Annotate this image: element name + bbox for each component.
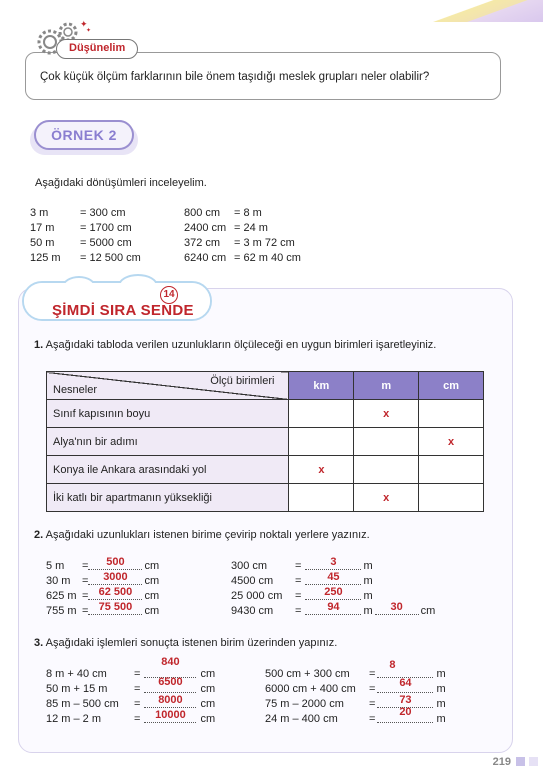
example-right-list <box>184 206 301 266</box>
q1-text: 1. Aşağıdaki tabloda verilen uzunlukların ölçüleceği en uygun birimleri işaretleyiniz. <box>34 339 437 351</box>
section-number-badge: 14 <box>160 286 178 304</box>
answer: 3000 <box>103 571 128 583</box>
example-row: 3 m = 300 cm <box>30 207 126 219</box>
page-number: 219 <box>492 756 511 768</box>
answer: 62 500 <box>98 586 133 598</box>
object-name: İki katlı bir apartmanın yüksekliği <box>47 484 289 512</box>
example-row: 50 m = 5000 cm <box>30 237 132 249</box>
q3-item: 8 m + 40 cm = 840 cm <box>46 656 216 680</box>
q2-item: 755 m = 75 500 cm <box>46 601 160 617</box>
answer: 45 <box>327 571 340 583</box>
example-row: 372 cm = 3 m 72 cm <box>184 237 295 249</box>
units-table <box>46 371 484 512</box>
q2-item: 30 m = 3000 cm <box>46 571 160 587</box>
svg-text:✦: ✦ <box>80 20 88 30</box>
q2-item: 300 cm = 3 m <box>231 556 373 572</box>
think-title: Düşünelim <box>56 39 138 59</box>
answer: 3 <box>330 556 337 568</box>
example-row: 800 cm = 8 m <box>184 207 262 219</box>
answer: 250 <box>324 586 343 598</box>
example-row: 125 m = 12 500 cm <box>30 252 141 264</box>
table-row <box>47 400 484 428</box>
answer: 840 <box>161 656 180 668</box>
answer: 8000 <box>158 694 183 706</box>
q3-item: 500 cm + 300 cm = 8 m <box>265 659 446 680</box>
q3-item: 50 m + 15 m = 6500 cm <box>46 676 216 695</box>
example-intro: Aşağıdaki dönüşümleri inceleyelim. <box>35 177 207 189</box>
answer: 30 <box>390 601 403 613</box>
q2-item: 625 m = 62 500 cm <box>46 586 160 602</box>
table-row <box>47 428 484 456</box>
answer: 8 <box>389 659 396 671</box>
q3-item: 75 m – 2000 cm = 73 m <box>265 694 446 710</box>
object-name: Sınıf kapısının boyu <box>47 400 289 428</box>
q2-item: 5 m = 500 cm <box>46 556 160 572</box>
mark-cell[interactable] <box>419 456 484 484</box>
mark-cell[interactable]: x <box>354 400 419 428</box>
answer: 94 <box>327 601 340 613</box>
unit-header-cm: cm <box>419 372 484 400</box>
q2-item: 25 000 cm = 250 m <box>231 586 373 602</box>
answer: 500 <box>106 556 125 568</box>
corner-decoration <box>433 0 543 22</box>
mark-cell[interactable]: x <box>289 456 354 484</box>
page-marker <box>529 757 538 766</box>
mark-cell[interactable]: x <box>419 428 484 456</box>
mark-cell[interactable] <box>419 484 484 512</box>
example-row: 2400 cm = 24 m <box>184 222 268 234</box>
example-row: 17 m = 1700 cm <box>30 222 132 234</box>
q3-item: 12 m – 2 m = 10000 cm <box>46 709 216 725</box>
example-left-list <box>30 206 141 266</box>
mark-cell[interactable] <box>289 484 354 512</box>
answer: 75 500 <box>98 601 133 613</box>
mark-cell[interactable] <box>289 400 354 428</box>
think-question: Çok küçük ölçüm farklarının bile önem taşıdığı meslek grupları neler olabilir? <box>40 71 430 83</box>
answer: 64 <box>399 677 412 689</box>
answer: 10000 <box>155 709 186 721</box>
mark-cell[interactable] <box>289 428 354 456</box>
table-row <box>47 484 484 512</box>
answer: 6500 <box>158 676 183 688</box>
object-name: Konya ile Ankara arasındaki yol <box>47 456 289 484</box>
mark-cell[interactable] <box>354 428 419 456</box>
q3-item: 85 m – 500 cm = 8000 cm <box>46 694 216 710</box>
answer: 20 <box>399 706 412 718</box>
q2-item: 4500 cm = 45 m <box>231 571 373 587</box>
answer: 73 <box>399 694 412 706</box>
example-badge: ÖRNEK 2 <box>34 120 134 150</box>
mark-cell[interactable]: x <box>354 484 419 512</box>
table-diagonal-header: Nesneler Ölçü birimleri <box>47 372 289 400</box>
object-name: Alya'nın bir adımı <box>47 428 289 456</box>
unit-header-m: m <box>354 372 419 400</box>
table-header-row <box>47 372 484 400</box>
section-title: ŞİMDİ SIRA SENDE <box>52 302 194 319</box>
q3-item: 6000 cm + 400 cm = 64 m <box>265 677 446 695</box>
mark-cell[interactable] <box>419 400 484 428</box>
page-marker <box>516 757 525 766</box>
q2-text: 2. Aşağıdaki uzunlukları istenen birime çevirip noktalı yerlere yazınız. <box>34 529 370 541</box>
q3-text: 3. Aşağıdaki işlemleri sonuçta istenen birim üzerinden yapınız. <box>34 637 338 649</box>
q2-item: 9430 cm = 94 m 30 cm <box>231 601 436 617</box>
svg-text:✦: ✦ <box>86 27 92 34</box>
q3-item: 24 m – 400 cm = 20 m <box>265 706 446 725</box>
unit-header-km: km <box>289 372 354 400</box>
mark-cell[interactable] <box>354 456 419 484</box>
table-row <box>47 456 484 484</box>
example-row: 6240 cm = 62 m 40 cm <box>184 252 301 264</box>
